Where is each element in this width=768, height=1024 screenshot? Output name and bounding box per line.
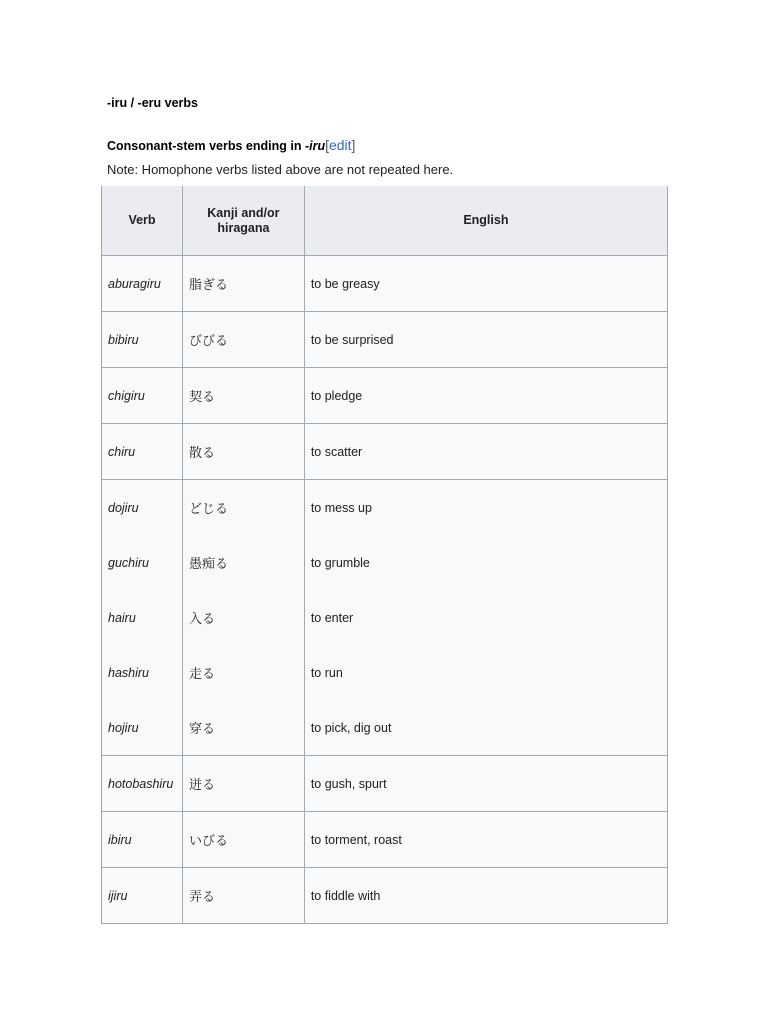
kanji-cell: びびる [182, 312, 304, 368]
table-row [102, 424, 668, 480]
verb-cell: hotobashiru [102, 756, 183, 812]
kanji-cell: 迸る [182, 756, 304, 812]
english-cell: to be greasy [304, 256, 667, 312]
homophone-note: Note: Homophone verbs listed above are not repeated here. [107, 162, 454, 177]
verb-cell: hojiru [102, 700, 183, 756]
english-cell: to gush, spurt [304, 756, 667, 812]
english-cell: to mess up [304, 480, 667, 536]
table-row [102, 535, 668, 590]
table-header-row [102, 186, 668, 256]
english-cell: to run [304, 645, 667, 700]
kanji-cell: 契る [182, 368, 304, 424]
kanji-cell: 弄る [182, 868, 304, 924]
column-header-kanji-line1: Kanji and/or [207, 205, 280, 220]
verb-cell: hashiru [102, 645, 183, 700]
column-header-english: English [304, 186, 667, 256]
english-cell: to torment, roast [304, 812, 667, 868]
edit-link[interactable]: edit [328, 137, 352, 153]
table-row [102, 645, 668, 700]
verbs-table [101, 186, 668, 924]
verb-cell: aburagiru [102, 256, 183, 312]
table-row [102, 868, 668, 924]
english-cell: to fiddle with [304, 868, 667, 924]
table-row [102, 256, 668, 312]
table-row [102, 756, 668, 812]
edit-bracket-open: [ [325, 137, 329, 153]
verb-cell: dojiru [102, 480, 183, 536]
subsection-heading-suffix: -iru [304, 139, 326, 153]
column-header-kanji [182, 186, 304, 256]
english-cell: to pledge [304, 368, 667, 424]
verb-cell: guchiru [102, 535, 183, 590]
english-cell: to be surprised [304, 312, 667, 368]
kanji-cell: 散る [182, 424, 304, 480]
table-row [102, 700, 668, 756]
table-row [102, 590, 668, 645]
table-row [102, 368, 668, 424]
kanji-cell: 穿る [182, 700, 304, 756]
verb-cell: ibiru [102, 812, 183, 868]
verb-cell: chiru [102, 424, 183, 480]
verb-cell: bibiru [102, 312, 183, 368]
table-row [102, 480, 668, 536]
table-row [102, 312, 668, 368]
column-header-kanji-line2: hiragana [217, 220, 270, 235]
column-header-verb: Verb [102, 186, 183, 256]
verb-cell: chigiru [102, 368, 183, 424]
kanji-cell: 愚痴る [182, 535, 304, 590]
kanji-cell: いびる [182, 812, 304, 868]
english-cell: to pick, dig out [304, 700, 667, 756]
edit-bracket-close: ] [351, 137, 356, 153]
subsection-heading [107, 137, 355, 153]
verb-cell: ijiru [102, 868, 183, 924]
english-cell: to enter [304, 590, 667, 645]
kanji-cell: 入る [182, 590, 304, 645]
kanji-cell: どじる [182, 480, 304, 536]
table-row [102, 812, 668, 868]
english-cell: to grumble [304, 535, 667, 590]
verb-cell: hairu [102, 590, 183, 645]
section-heading: -iru / -eru verbs [107, 96, 198, 110]
kanji-cell: 走る [182, 645, 304, 700]
subsection-heading-text: Consonant-stem verbs ending in [107, 139, 305, 153]
kanji-cell: 脂ぎる [182, 256, 304, 312]
english-cell: to scatter [304, 424, 667, 480]
